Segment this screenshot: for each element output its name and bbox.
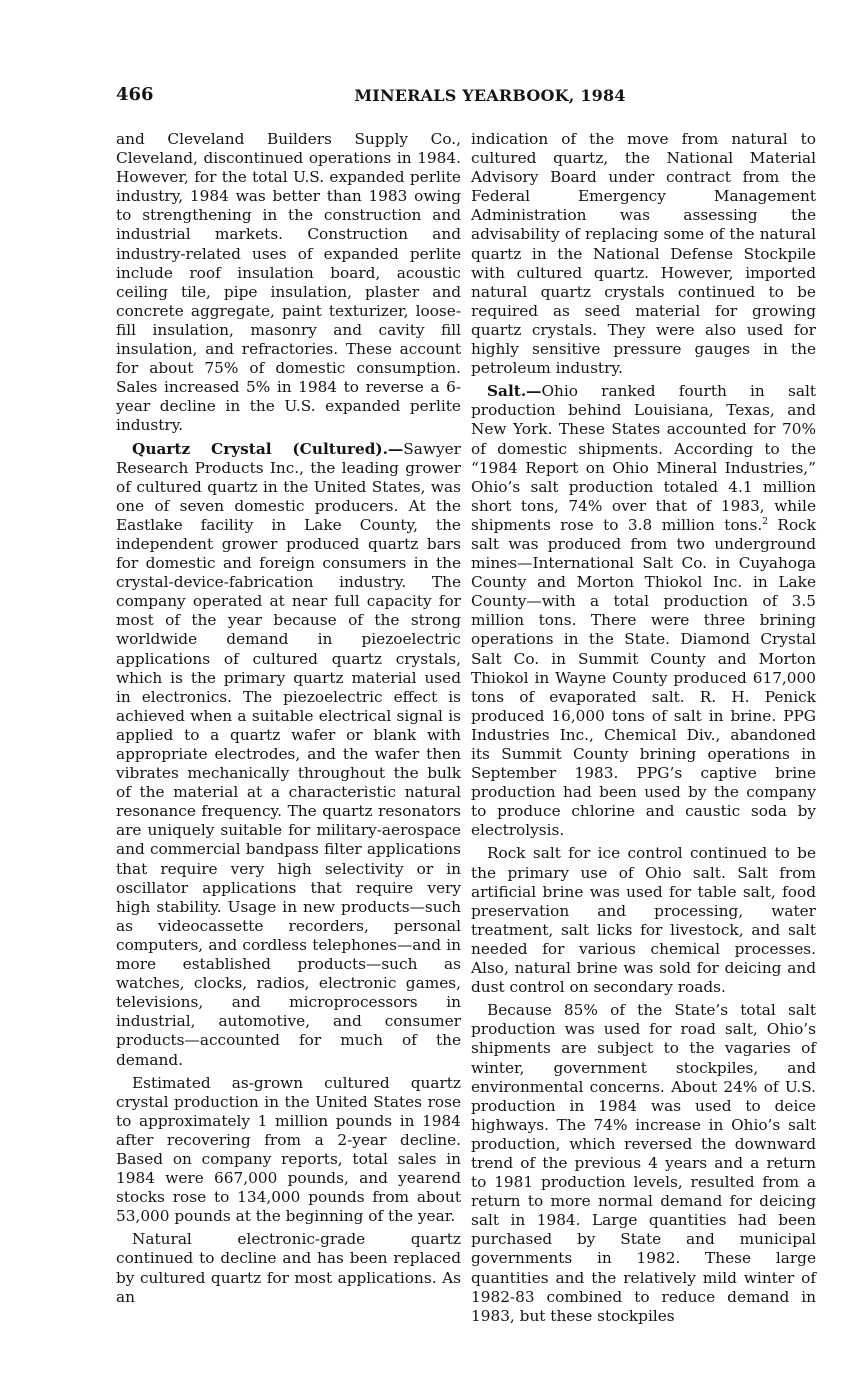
running-title: MINERALS YEARBOOK, 1984 [354, 86, 626, 105]
left-column [116, 130, 461, 1311]
quartz-paragraph-text: Sawyer Research Products Inc., the leading grower of cultured quartz in the United States, was one of seven domestic producers. At the Eastlake facility in Lake County, the independent grower produced quartz bars for domestic and foreign consumers in the crystal-device-fabrication industry. The company operated at near full capacity for most of the year because of the strong worldwide demand in piezoelectric applications of cultured quartz crystals, which is the primary quartz material used in electronics. The piezoelectric effect is achieved when a suitable electrical signal is applied to a quartz wafer or blank with appropriate electrodes, and the wafer then vibrates mechanically throughout the bulk of the material at a characteristic natural resonance frequency. The quartz resonators are uniquely suitable for military-aerospace and commercial bandpass filter applications that require very high selectivity or in oscillator applications that require very high stability. Usage in new products—such as videocassette recorders, personal computers, and cordless telephones—and in more established products—such as watches, clocks, radios, electronic games, televisions, and microprocessors in industrial, automotive, and consumer products—accounted for much of the demand. [116, 439, 461, 1069]
perlite-paragraph: and Cleveland Builders Supply Co., Cleveland, discontinued operations in 1984. However, for the total U.S. expanded perlite industry, 1984 was better than 1983 owing to strengthening in the construction and industrial markets. Construction and industry-related uses of expanded perlite include roof insulation board, acoustic ceiling tile, pipe insulation, plaster and concrete aggregate, paint texturizer, loose-fill insulation, masonry and cavity fill insulation, and refractories. These account for about 75% of domestic consumption. Sales increased 5% in 1984 to reverse a 6-year decline in the U.S. expanded perlite industry. [116, 130, 461, 435]
quartz-section-heading: Quartz Crystal (Cultured).— [132, 439, 404, 458]
road-salt-paragraph: Because 85% of the State’s total salt production was used for road salt, Ohio’s shipments are subject to the vagaries of winter, government stockpiles, and environmental concerns. About 24% of U.S. production in 1984 was used to deice highways. The 74% increase in Ohio’s salt production, which reversed the downward trend of the previous 4 years and a return to 1981 production levels, resulted from a return to more normal demand for deicing salt in 1984. Large quantities had been purchased by State and municipal governments in 1982. These large quantities and the relatively mild winter of 1982-83 combined to reduce demand in 1983, but these stockpiles [471, 1001, 816, 1325]
salt-paragraph-text-b: Rock salt was produced from two underground mines—International Salt Co. in Cuyahoga County and Morton Thiokol Inc. in Lake County—with a total production of 3.5 million tons. There were three brining operations in the State. Diamond Crystal Salt Co. in Summit County and Morton Thiokol in Wayne County produced 617,000 tons of evaporated salt. R. H. Penick produced 16,000 tons of salt in brine. PPG Industries Inc., Chemical Div., abandoned its Summit County brining operations in September 1983. PPG’s captive brine production had been used by the company to produce chlorine and caustic soda by electrolysis. [471, 515, 816, 840]
stockpile-paragraph: indication of the move from natural to cultured quartz, the National Material Advisory Board under contract from the Federal Emergency Management Administration was assessing the advisability of replacing some of the natural quartz in the National Defense Stockpile with cultured quartz. However, imported natural quartz crystals continued to be required as seed material for growing quartz crystals. They were also used for highly sensitive pressure gauges in the petroleum industry. [471, 130, 816, 378]
quartz-paragraph [116, 440, 461, 1070]
footnote-reference: 2 [762, 516, 768, 527]
salt-paragraph-text-a: Ohio ranked fourth in salt production behind Louisiana, Texas, and New York. These States accounted for 70% of domestic shipments. According to the “1984 Report on Ohio Mineral Industries,” Ohio’s salt production totaled 4.1 million short tons, 74% over that of 1983, while shipments rose to 3.8 million tons. [471, 382, 816, 534]
rock-salt-paragraph: Rock salt for ice control continued to be the primary use of Ohio salt. Salt from artificial brine was used for table salt, food preservation and processing, water treatment, salt licks for livestock, and salt needed for various chemical processes. Also, natural brine was sold for deicing and dust control on secondary roads. [471, 844, 816, 997]
natural-quartz-paragraph: Natural electronic-grade quartz continued to decline and has been replaced by cultured quartz for most applications. As an [116, 1230, 461, 1306]
salt-paragraph [471, 382, 816, 840]
quartz-production-paragraph: Estimated as-grown cultured quartz crystal production in the United States rose to approximately 1 million pounds in 1984 after recovering from a 2-year decline. Based on company reports, total sales in 1984 were 667,000 pounds, and yearend stocks rose to 134,000 pounds from about 53,000 pounds at the beginning of the year. [116, 1073, 461, 1226]
salt-section-heading: Salt.— [487, 382, 542, 401]
page-number: 466 [116, 84, 154, 105]
right-column [471, 130, 816, 1330]
